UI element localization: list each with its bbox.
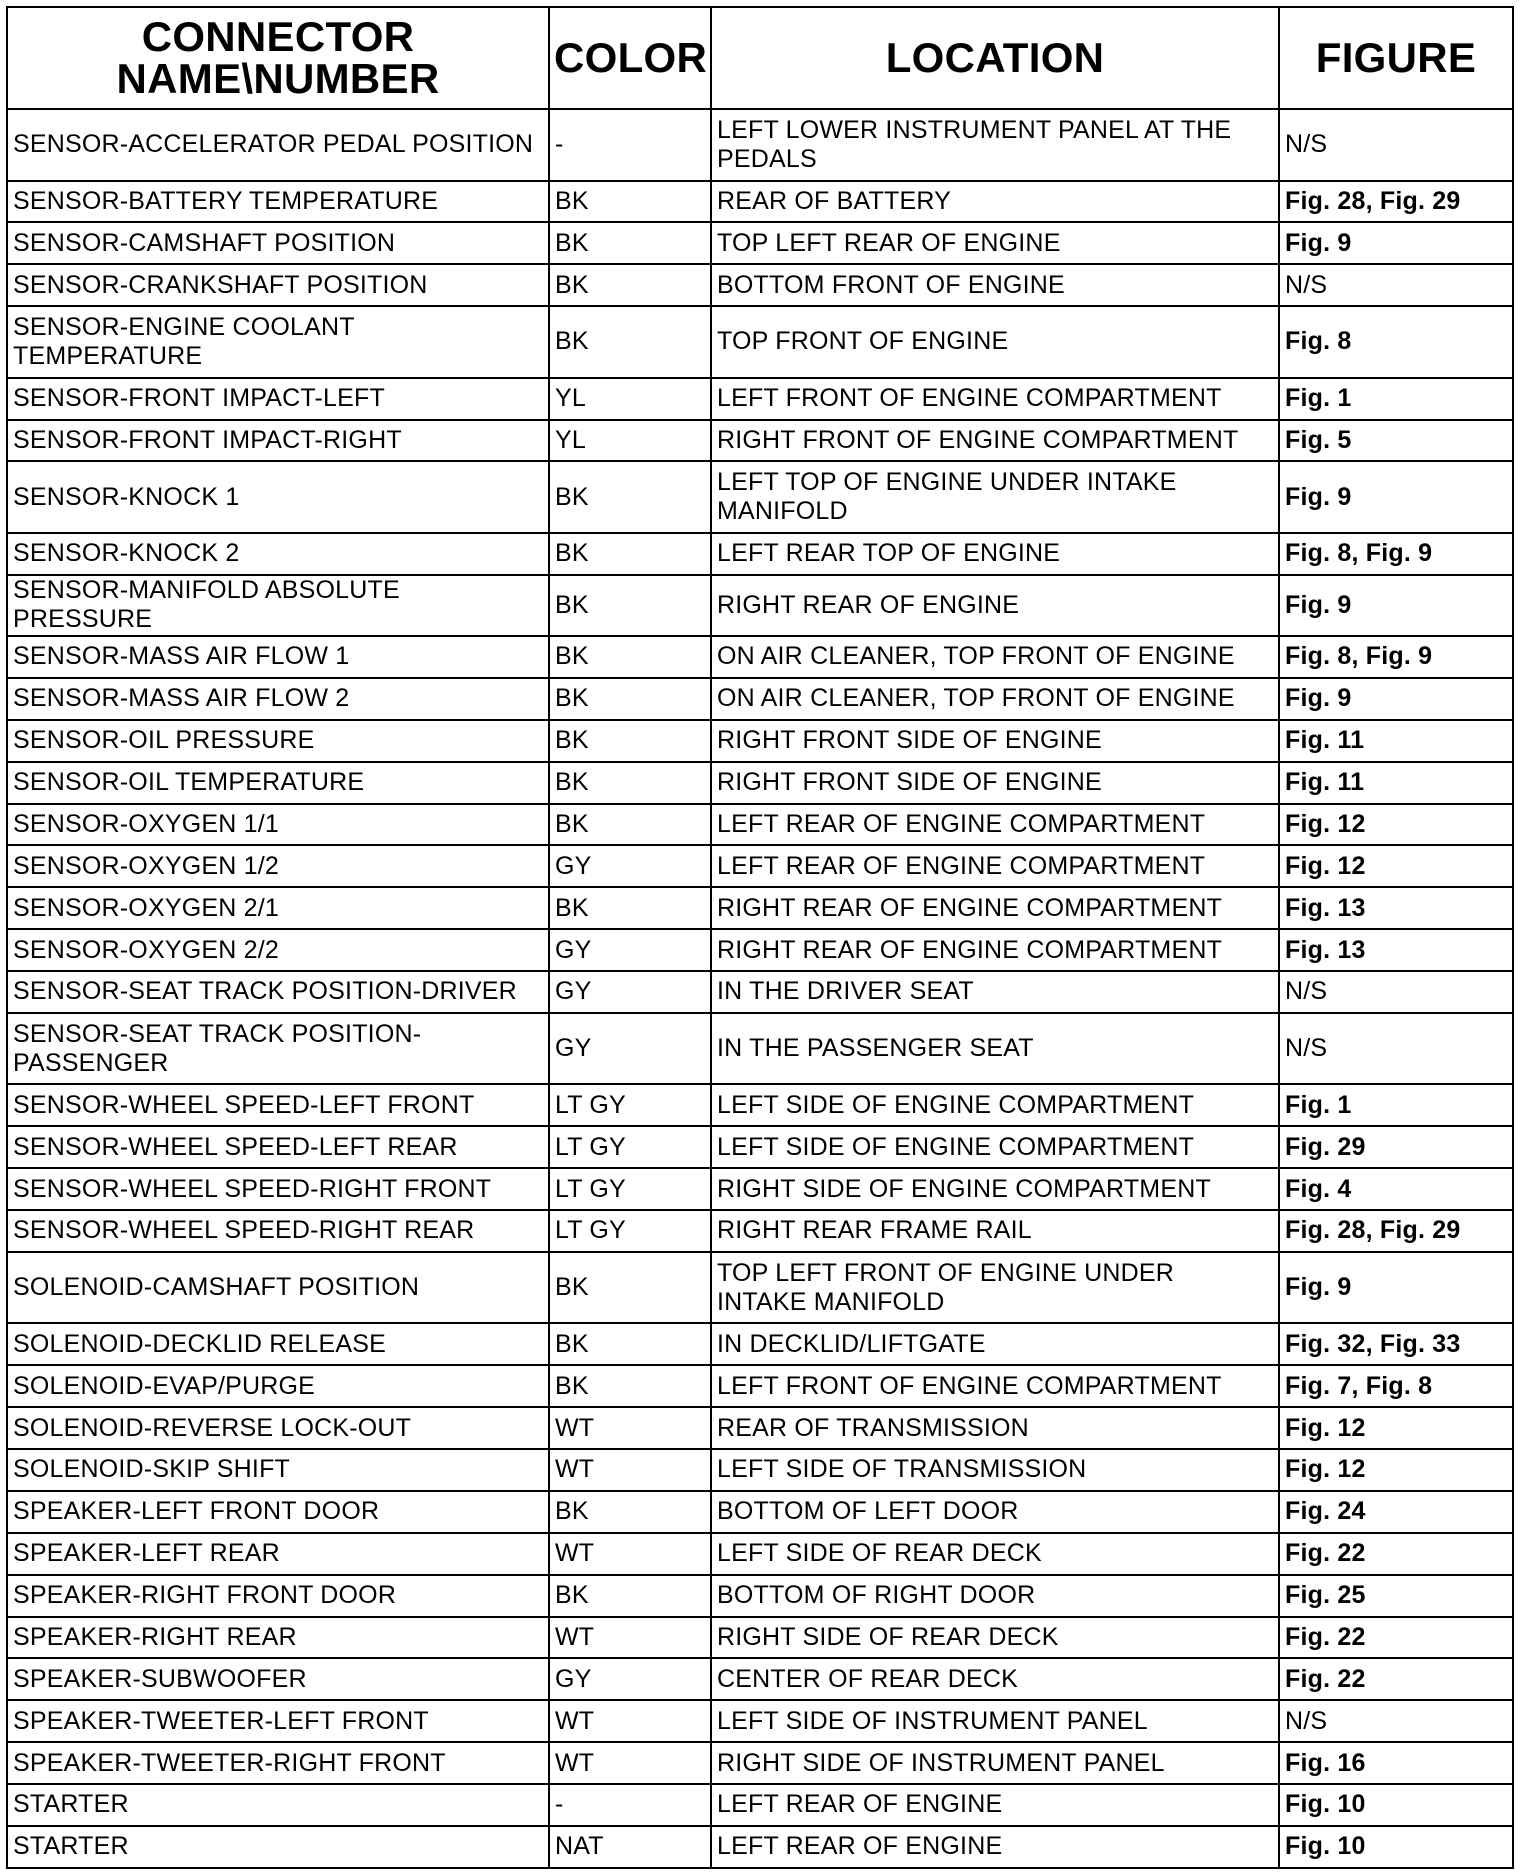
cell-location: LEFT SIDE OF ENGINE COMPARTMENT bbox=[711, 1126, 1279, 1168]
cell-color: WT bbox=[549, 1533, 711, 1575]
cell-figure: Fig. 12 bbox=[1279, 804, 1513, 846]
cell-figure: Fig. 25 bbox=[1279, 1575, 1513, 1617]
cell-location: ON AIR CLEANER, TOP FRONT OF ENGINE bbox=[711, 636, 1279, 678]
cell-location: LEFT REAR OF ENGINE bbox=[711, 1826, 1279, 1868]
cell-color: BK bbox=[549, 264, 711, 306]
cell-color: BK bbox=[549, 678, 711, 720]
cell-location: LEFT REAR OF ENGINE bbox=[711, 1784, 1279, 1826]
cell-connector-name: SPEAKER-LEFT FRONT DOOR bbox=[7, 1491, 549, 1533]
cell-location: BOTTOM OF LEFT DOOR bbox=[711, 1491, 1279, 1533]
table-row bbox=[7, 222, 1513, 264]
cell-location: BOTTOM OF RIGHT DOOR bbox=[711, 1575, 1279, 1617]
cell-figure: Fig. 9 bbox=[1279, 461, 1513, 533]
table-row bbox=[7, 378, 1513, 420]
cell-color: BK bbox=[549, 1323, 711, 1365]
table-row bbox=[7, 1365, 1513, 1407]
table-row bbox=[7, 1533, 1513, 1575]
cell-connector-name: SPEAKER-TWEETER-RIGHT FRONT bbox=[7, 1742, 549, 1784]
cell-connector-name: SENSOR-FRONT IMPACT-LEFT bbox=[7, 378, 549, 420]
cell-location: LEFT FRONT OF ENGINE COMPARTMENT bbox=[711, 1365, 1279, 1407]
table-row bbox=[7, 533, 1513, 575]
cell-figure: Fig. 11 bbox=[1279, 762, 1513, 804]
cell-color: LT GY bbox=[549, 1126, 711, 1168]
cell-location: LEFT TOP OF ENGINE UNDER INTAKE MANIFOLD bbox=[711, 461, 1279, 533]
table-row bbox=[7, 678, 1513, 720]
table-row bbox=[7, 1323, 1513, 1365]
table-row bbox=[7, 1784, 1513, 1826]
cell-figure: Fig. 12 bbox=[1279, 845, 1513, 887]
cell-color: BK bbox=[549, 636, 711, 678]
cell-connector-name: SENSOR-OXYGEN 2/1 bbox=[7, 887, 549, 929]
cell-figure: Fig. 9 bbox=[1279, 222, 1513, 264]
cell-figure: Fig. 22 bbox=[1279, 1658, 1513, 1700]
cell-color: WT bbox=[549, 1700, 711, 1742]
cell-location: TOP LEFT FRONT OF ENGINE UNDER INTAKE MANIFOLD bbox=[711, 1252, 1279, 1324]
cell-figure: N/S bbox=[1279, 264, 1513, 306]
cell-color: GY bbox=[549, 1013, 711, 1085]
cell-connector-name: SOLENOID-REVERSE LOCK-OUT bbox=[7, 1407, 549, 1449]
cell-figure: N/S bbox=[1279, 109, 1513, 181]
table-row bbox=[7, 264, 1513, 306]
cell-location: RIGHT SIDE OF REAR DECK bbox=[711, 1617, 1279, 1659]
cell-location: RIGHT FRONT SIDE OF ENGINE bbox=[711, 720, 1279, 762]
table-row bbox=[7, 461, 1513, 533]
cell-figure: Fig. 29 bbox=[1279, 1126, 1513, 1168]
table-row bbox=[7, 109, 1513, 181]
cell-color: BK bbox=[549, 1575, 711, 1617]
cell-figure: Fig. 1 bbox=[1279, 378, 1513, 420]
cell-color: WT bbox=[549, 1617, 711, 1659]
cell-location: TOP FRONT OF ENGINE bbox=[711, 306, 1279, 378]
cell-figure: Fig. 13 bbox=[1279, 929, 1513, 971]
table-row bbox=[7, 1575, 1513, 1617]
table-row bbox=[7, 1742, 1513, 1784]
cell-location: LEFT REAR OF ENGINE COMPARTMENT bbox=[711, 804, 1279, 846]
cell-connector-name: SENSOR-SEAT TRACK POSITION-DRIVER bbox=[7, 971, 549, 1013]
cell-figure: Fig. 4 bbox=[1279, 1168, 1513, 1210]
cell-figure: Fig. 24 bbox=[1279, 1491, 1513, 1533]
cell-color: GY bbox=[549, 929, 711, 971]
cell-connector-name: SENSOR-WHEEL SPEED-RIGHT REAR bbox=[7, 1210, 549, 1252]
cell-connector-name: SENSOR-CRANKSHAFT POSITION bbox=[7, 264, 549, 306]
cell-connector-name: SENSOR-MASS AIR FLOW 2 bbox=[7, 678, 549, 720]
cell-figure: Fig. 9 bbox=[1279, 1252, 1513, 1324]
cell-color: - bbox=[549, 109, 711, 181]
cell-figure: Fig. 13 bbox=[1279, 887, 1513, 929]
cell-location: CENTER OF REAR DECK bbox=[711, 1658, 1279, 1700]
table-row bbox=[7, 971, 1513, 1013]
cell-figure: Fig. 22 bbox=[1279, 1533, 1513, 1575]
cell-color: NAT bbox=[549, 1826, 711, 1868]
cell-location: RIGHT REAR OF ENGINE COMPARTMENT bbox=[711, 929, 1279, 971]
cell-connector-name: SOLENOID-EVAP/PURGE bbox=[7, 1365, 549, 1407]
cell-location: LEFT REAR OF ENGINE COMPARTMENT bbox=[711, 845, 1279, 887]
table-row bbox=[7, 1084, 1513, 1126]
header-figure: FIGURE bbox=[1279, 7, 1513, 109]
cell-connector-name: SENSOR-CAMSHAFT POSITION bbox=[7, 222, 549, 264]
cell-connector-name: SENSOR-FRONT IMPACT-RIGHT bbox=[7, 420, 549, 462]
cell-connector-name: SENSOR-WHEEL SPEED-LEFT FRONT bbox=[7, 1084, 549, 1126]
cell-location: IN DECKLID/LIFTGATE bbox=[711, 1323, 1279, 1365]
table-row bbox=[7, 720, 1513, 762]
cell-location: RIGHT REAR FRAME RAIL bbox=[711, 1210, 1279, 1252]
table-row bbox=[7, 636, 1513, 678]
cell-color: BK bbox=[549, 720, 711, 762]
cell-connector-name: SPEAKER-RIGHT REAR bbox=[7, 1617, 549, 1659]
cell-connector-name: SENSOR-WHEEL SPEED-LEFT REAR bbox=[7, 1126, 549, 1168]
cell-color: BK bbox=[549, 887, 711, 929]
table-row bbox=[7, 762, 1513, 804]
cell-figure: N/S bbox=[1279, 1013, 1513, 1085]
cell-color: GY bbox=[549, 1658, 711, 1700]
cell-location: REAR OF TRANSMISSION bbox=[711, 1407, 1279, 1449]
cell-connector-name: SENSOR-OXYGEN 1/1 bbox=[7, 804, 549, 846]
cell-location: LEFT REAR TOP OF ENGINE bbox=[711, 533, 1279, 575]
cell-location: LEFT FRONT OF ENGINE COMPARTMENT bbox=[711, 378, 1279, 420]
cell-connector-name: SOLENOID-DECKLID RELEASE bbox=[7, 1323, 549, 1365]
cell-color: BK bbox=[549, 1491, 711, 1533]
cell-figure: Fig. 28, Fig. 29 bbox=[1279, 1210, 1513, 1252]
cell-location: TOP LEFT REAR OF ENGINE bbox=[711, 222, 1279, 264]
cell-figure: Fig. 28, Fig. 29 bbox=[1279, 181, 1513, 223]
cell-color: BK bbox=[549, 533, 711, 575]
table-row bbox=[7, 575, 1513, 636]
cell-connector-name: SENSOR-ENGINE COOLANT TEMPERATURE bbox=[7, 306, 549, 378]
cell-connector-name: SPEAKER-RIGHT FRONT DOOR bbox=[7, 1575, 549, 1617]
cell-color: BK bbox=[549, 306, 711, 378]
cell-figure: Fig. 1 bbox=[1279, 1084, 1513, 1126]
cell-figure: Fig. 12 bbox=[1279, 1449, 1513, 1491]
cell-color: BK bbox=[549, 804, 711, 846]
connector-table bbox=[6, 6, 1514, 1869]
cell-location: RIGHT SIDE OF ENGINE COMPARTMENT bbox=[711, 1168, 1279, 1210]
cell-connector-name: SPEAKER-TWEETER-LEFT FRONT bbox=[7, 1700, 549, 1742]
table-row bbox=[7, 1407, 1513, 1449]
cell-color: BK bbox=[549, 1365, 711, 1407]
table-row bbox=[7, 1126, 1513, 1168]
cell-figure: Fig. 10 bbox=[1279, 1826, 1513, 1868]
cell-location: REAR OF BATTERY bbox=[711, 181, 1279, 223]
cell-color: YL bbox=[549, 420, 711, 462]
cell-location: RIGHT FRONT SIDE OF ENGINE bbox=[711, 762, 1279, 804]
cell-figure: Fig. 32, Fig. 33 bbox=[1279, 1323, 1513, 1365]
cell-color: WT bbox=[549, 1742, 711, 1784]
cell-connector-name: SENSOR-OIL TEMPERATURE bbox=[7, 762, 549, 804]
header-row bbox=[7, 7, 1513, 109]
cell-color: LT GY bbox=[549, 1084, 711, 1126]
cell-figure: Fig. 8 bbox=[1279, 306, 1513, 378]
table-row bbox=[7, 420, 1513, 462]
cell-location: RIGHT REAR OF ENGINE bbox=[711, 575, 1279, 636]
table-row bbox=[7, 1700, 1513, 1742]
cell-connector-name: SENSOR-BATTERY TEMPERATURE bbox=[7, 181, 549, 223]
cell-connector-name: SENSOR-KNOCK 1 bbox=[7, 461, 549, 533]
cell-figure: Fig. 16 bbox=[1279, 1742, 1513, 1784]
cell-location: LEFT SIDE OF TRANSMISSION bbox=[711, 1449, 1279, 1491]
cell-color: BK bbox=[549, 762, 711, 804]
cell-figure: N/S bbox=[1279, 1700, 1513, 1742]
cell-color: - bbox=[549, 1784, 711, 1826]
cell-connector-name: STARTER bbox=[7, 1826, 549, 1868]
cell-color: WT bbox=[549, 1407, 711, 1449]
table-row bbox=[7, 1210, 1513, 1252]
cell-connector-name: SOLENOID-CAMSHAFT POSITION bbox=[7, 1252, 549, 1324]
cell-connector-name: SENSOR-MANIFOLD ABSOLUTE PRESSURE bbox=[7, 575, 549, 636]
table-row bbox=[7, 1252, 1513, 1324]
cell-color: LT GY bbox=[549, 1168, 711, 1210]
cell-connector-name: SENSOR-OIL PRESSURE bbox=[7, 720, 549, 762]
table-row bbox=[7, 845, 1513, 887]
cell-connector-name: SOLENOID-SKIP SHIFT bbox=[7, 1449, 549, 1491]
cell-color: BK bbox=[549, 575, 711, 636]
cell-location: LEFT LOWER INSTRUMENT PANEL AT THE PEDALS bbox=[711, 109, 1279, 181]
cell-connector-name: SENSOR-ACCELERATOR PEDAL POSITION bbox=[7, 109, 549, 181]
cell-location: ON AIR CLEANER, TOP FRONT OF ENGINE bbox=[711, 678, 1279, 720]
cell-location: IN THE DRIVER SEAT bbox=[711, 971, 1279, 1013]
cell-color: YL bbox=[549, 378, 711, 420]
cell-location: RIGHT FRONT OF ENGINE COMPARTMENT bbox=[711, 420, 1279, 462]
table-row bbox=[7, 181, 1513, 223]
table-row bbox=[7, 1491, 1513, 1533]
table-row bbox=[7, 1449, 1513, 1491]
cell-connector-name: SENSOR-OXYGEN 1/2 bbox=[7, 845, 549, 887]
cell-color: WT bbox=[549, 1449, 711, 1491]
cell-figure: Fig. 12 bbox=[1279, 1407, 1513, 1449]
cell-color: BK bbox=[549, 1252, 711, 1324]
table-row bbox=[7, 887, 1513, 929]
table-row bbox=[7, 1617, 1513, 1659]
cell-figure: Fig. 11 bbox=[1279, 720, 1513, 762]
cell-color: BK bbox=[549, 222, 711, 264]
cell-connector-name: SENSOR-WHEEL SPEED-RIGHT FRONT bbox=[7, 1168, 549, 1210]
cell-connector-name: SENSOR-KNOCK 2 bbox=[7, 533, 549, 575]
cell-figure: Fig. 8, Fig. 9 bbox=[1279, 636, 1513, 678]
table-row bbox=[7, 804, 1513, 846]
cell-figure: Fig. 9 bbox=[1279, 575, 1513, 636]
table-row bbox=[7, 306, 1513, 378]
cell-connector-name: STARTER bbox=[7, 1784, 549, 1826]
cell-connector-name: SPEAKER-LEFT REAR bbox=[7, 1533, 549, 1575]
cell-location: LEFT SIDE OF ENGINE COMPARTMENT bbox=[711, 1084, 1279, 1126]
cell-location: IN THE PASSENGER SEAT bbox=[711, 1013, 1279, 1085]
cell-connector-name: SENSOR-MASS AIR FLOW 1 bbox=[7, 636, 549, 678]
cell-connector-name: SENSOR-SEAT TRACK POSITION-PASSENGER bbox=[7, 1013, 549, 1085]
table-row bbox=[7, 1168, 1513, 1210]
cell-location: LEFT SIDE OF REAR DECK bbox=[711, 1533, 1279, 1575]
table-row bbox=[7, 1658, 1513, 1700]
cell-color: BK bbox=[549, 181, 711, 223]
cell-color: BK bbox=[549, 461, 711, 533]
cell-figure: N/S bbox=[1279, 971, 1513, 1013]
cell-location: RIGHT REAR OF ENGINE COMPARTMENT bbox=[711, 887, 1279, 929]
cell-color: LT GY bbox=[549, 1210, 711, 1252]
cell-figure: Fig. 10 bbox=[1279, 1784, 1513, 1826]
cell-figure: Fig. 9 bbox=[1279, 678, 1513, 720]
cell-location: BOTTOM FRONT OF ENGINE bbox=[711, 264, 1279, 306]
header-location: LOCATION bbox=[711, 7, 1279, 109]
cell-location: LEFT SIDE OF INSTRUMENT PANEL bbox=[711, 1700, 1279, 1742]
cell-figure: Fig. 22 bbox=[1279, 1617, 1513, 1659]
cell-figure: Fig. 8, Fig. 9 bbox=[1279, 533, 1513, 575]
cell-figure: Fig. 5 bbox=[1279, 420, 1513, 462]
cell-color: GY bbox=[549, 971, 711, 1013]
header-color: COLOR bbox=[549, 7, 711, 109]
table-row bbox=[7, 1013, 1513, 1085]
cell-color: GY bbox=[549, 845, 711, 887]
table-body bbox=[7, 109, 1513, 1868]
cell-location: RIGHT SIDE OF INSTRUMENT PANEL bbox=[711, 1742, 1279, 1784]
table-row bbox=[7, 929, 1513, 971]
table-row bbox=[7, 1826, 1513, 1868]
cell-figure: Fig. 7, Fig. 8 bbox=[1279, 1365, 1513, 1407]
header-connector: CONNECTOR NAME\NUMBER bbox=[7, 7, 549, 109]
cell-connector-name: SENSOR-OXYGEN 2/2 bbox=[7, 929, 549, 971]
cell-connector-name: SPEAKER-SUBWOOFER bbox=[7, 1658, 549, 1700]
